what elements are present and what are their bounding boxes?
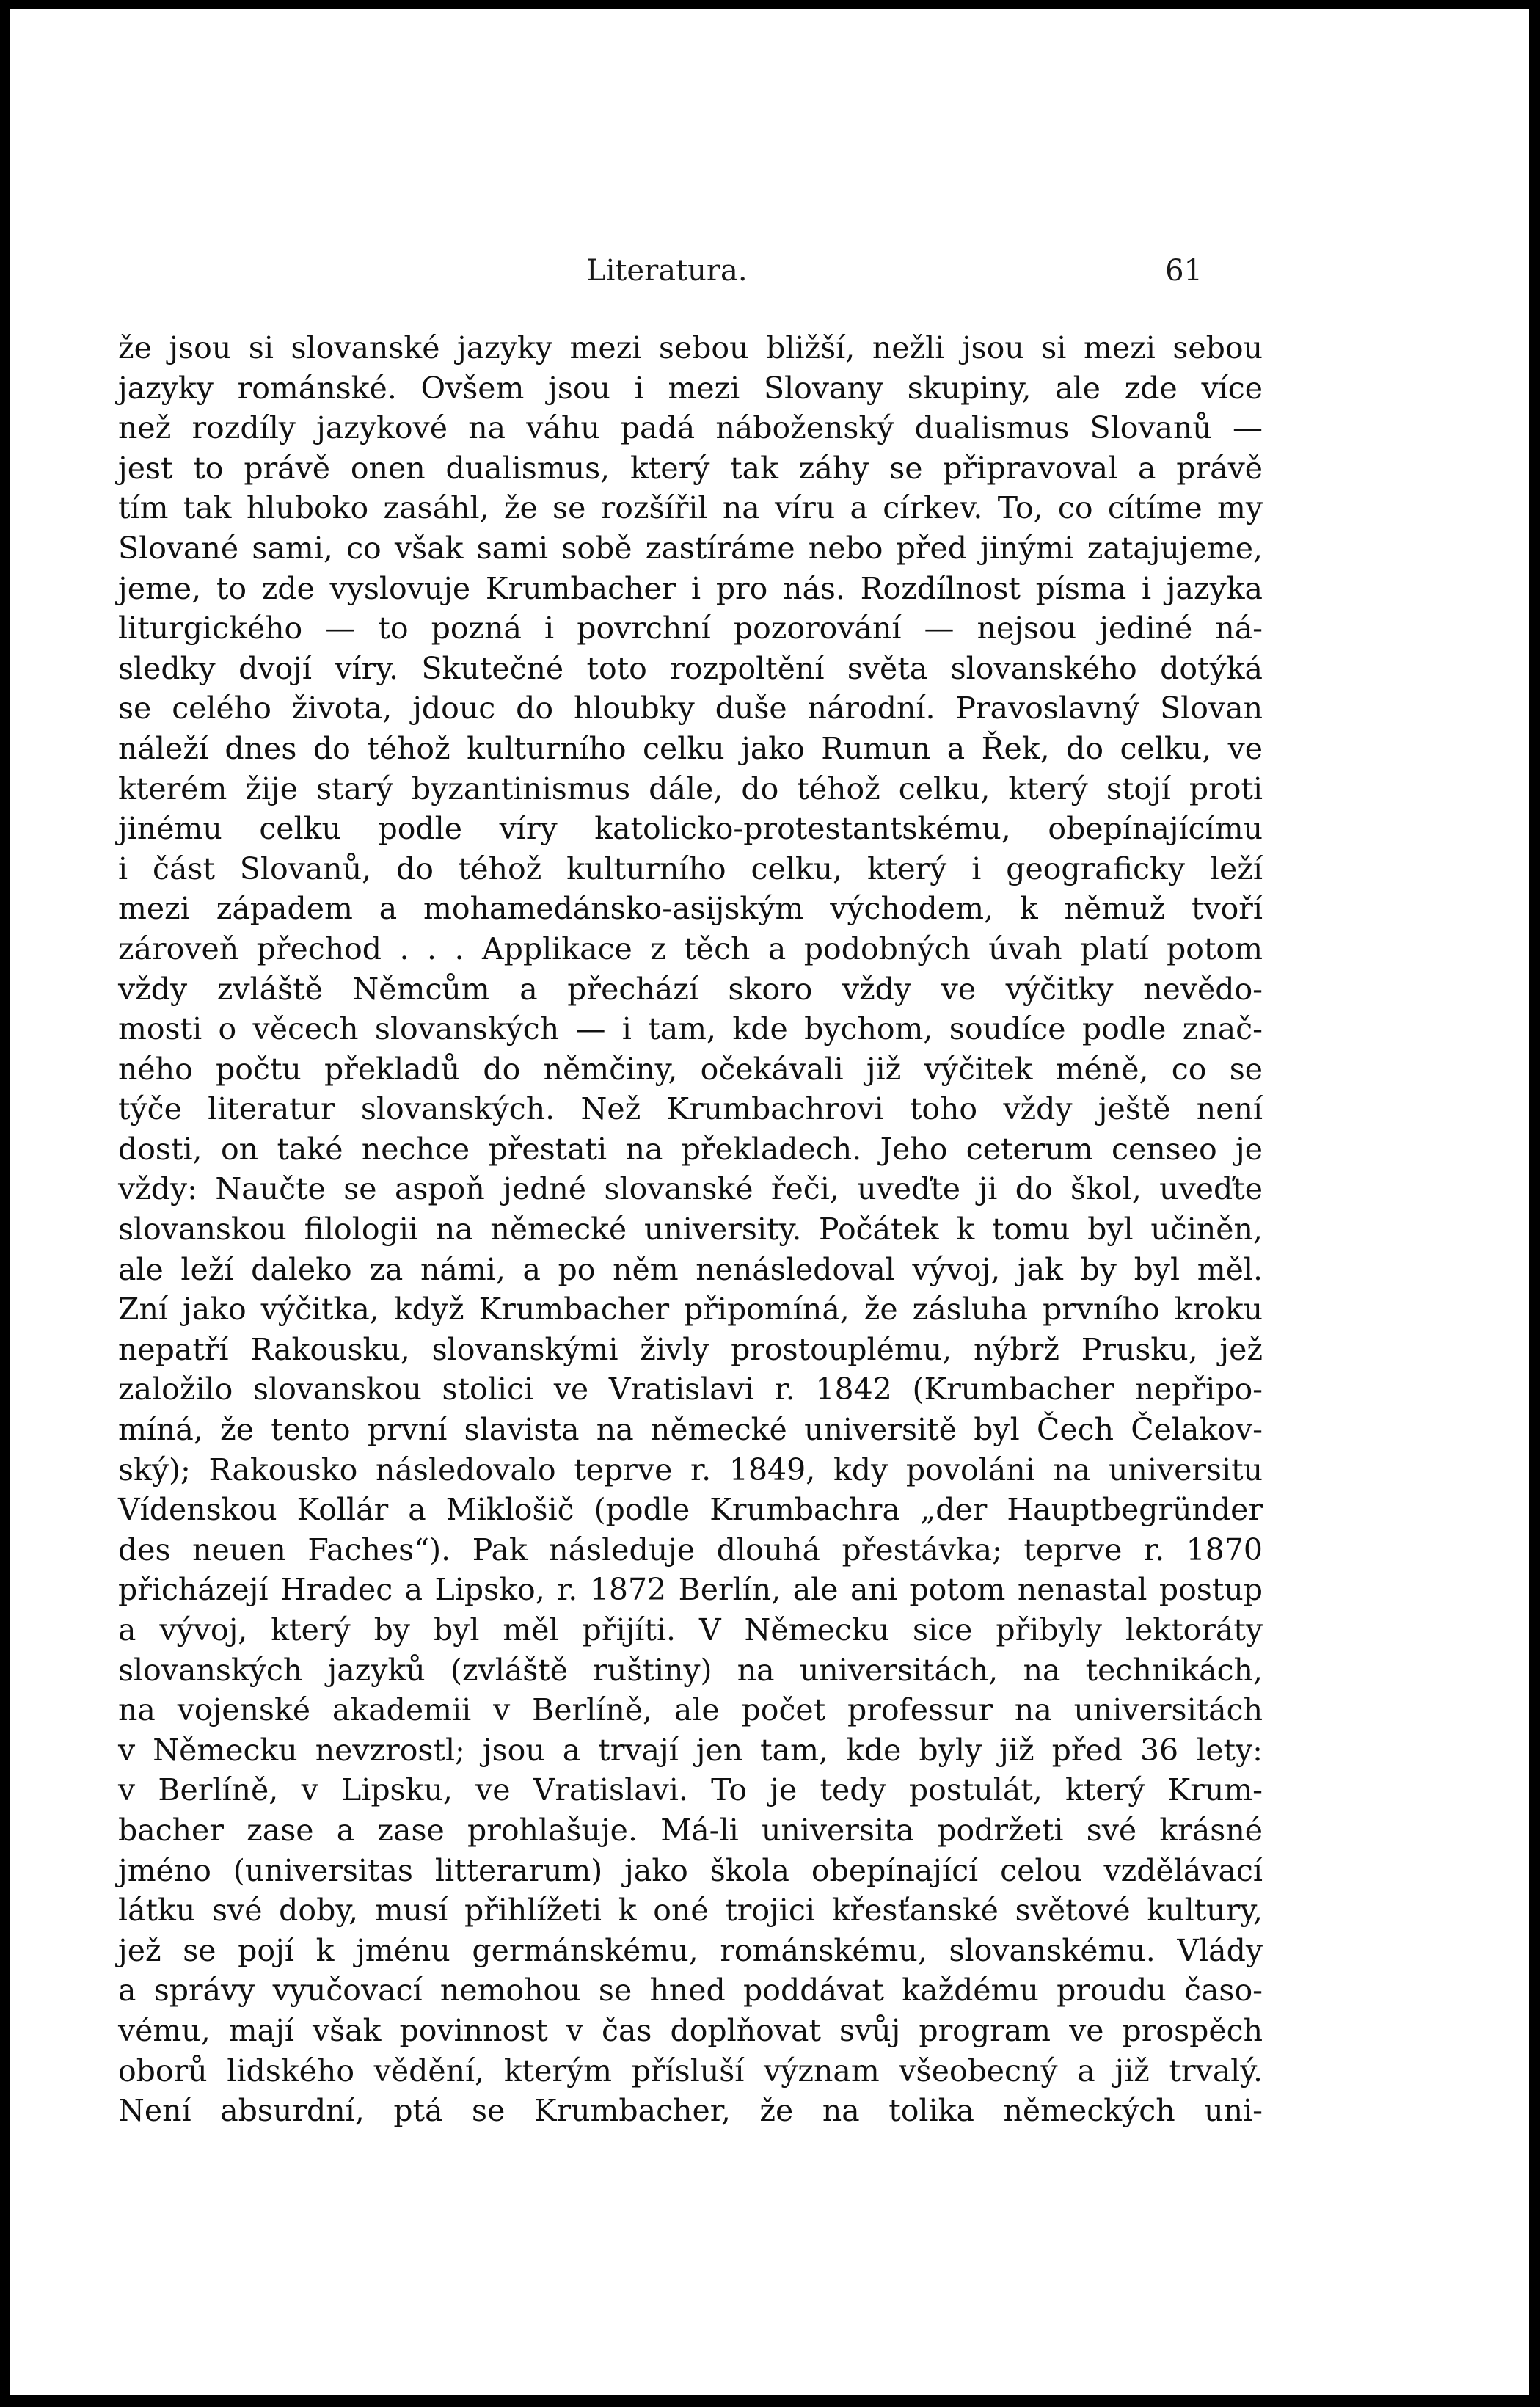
text-line: dosti, on také nechce přestati na překladech. Jeho ceterum censeo je xyxy=(118,1131,1263,1167)
text-line: sledky dvojí víry. Skutečné toto rozpoltění světa slovanského dotýká xyxy=(118,650,1263,686)
text-line: i část Slovanů, do téhož kulturního celku, který i geograficky leží xyxy=(118,851,1263,886)
text-line: jinému celku podle víry katolicko-protestantskému, obepínajícímu xyxy=(118,811,1263,847)
text-line: jméno (universitas litterarum) jako škola obepínající celou vzdělávací xyxy=(118,1852,1263,1888)
text-line: míná, že tento první slavista na německé universitě byl Čech Čelakov- xyxy=(118,1412,1263,1448)
text-line: Vídenskou Kollár a Miklošič (podle Krumbachra „der Hauptbegründer xyxy=(118,1492,1263,1528)
text-line: týče literatur slovanských. Než Krumbachrovi toho vždy ještě není xyxy=(118,1091,1263,1127)
text-line: a vývoj, který by byl měl přijíti. V Německu sice přibyly lektoráty xyxy=(118,1612,1263,1647)
text-line: v Berlíně, v Lipsku, ve Vratislavi. To je tedy postulát, který Krum- xyxy=(118,1772,1263,1808)
text-line: jeme, to zde vyslovuje Krumbacher i pro nás. Rozdílnost písma i jazyka xyxy=(118,570,1263,606)
text-line: liturgického — to pozná i povrchní pozorování — nejsou jediné ná- xyxy=(118,611,1263,647)
text-line: vždy zvláště Němcům a přechází skoro vždy ve výčitky nevědo- xyxy=(118,971,1263,1007)
text-line: látku své doby, musí přihlížeti k oné trojici křesťanské světové kultury, xyxy=(118,1893,1263,1929)
text-line: v Německu nevzrostl; jsou a trvají jen tam, kde byly již před 36 lety: xyxy=(118,1732,1263,1768)
text-line: na vojenské akademii v Berlíně, ale počet professur na universitách xyxy=(118,1692,1263,1728)
page-number: 61 xyxy=(1165,254,1203,288)
text-line: des neuen Faches“). Pak následuje dlouhá přestávka; teprve r. 1870 xyxy=(118,1532,1263,1567)
text-line: že jsou si slovanské jazyky mezi sebou bližší, nežli jsou si mezi sebou xyxy=(118,330,1263,365)
text-line: jazyky románské. Ovšem jsou i mezi Slovany skupiny, ale zde více xyxy=(118,370,1263,406)
text-line: kterém žije starý byzantinismus dále, do téhož celku, který stojí proti xyxy=(118,771,1263,806)
text-line: vždy: Naučte se aspoň jedné slovanské řeči, uveďte ji do škol, uveďte xyxy=(118,1171,1263,1207)
text-line: a správy vyučovací nemohou se hned poddávat každému proudu časo- xyxy=(118,1973,1263,2009)
text-line: slovanskou filologii na německé university. Počátek k tomu byl učiněn, xyxy=(118,1212,1263,1248)
text-line: bacher zase a zase prohlašuje. Má-li universita podržeti své krásné xyxy=(118,1812,1263,1848)
text-line: založilo slovanskou stolici ve Vratislavi r. 1842 (Krumbacher nepřipo- xyxy=(118,1372,1263,1408)
text-line: tím tak hluboko zasáhl, že se rozšířil na víru a církev. To, co cítíme my xyxy=(118,490,1263,526)
text-line: se celého života, jdouc do hloubky duše národní. Pravoslavný Slovan xyxy=(118,691,1263,727)
text-line: Slované sami, co však sami sobě zastíráme nebo před jinými zatajujeme, xyxy=(118,530,1263,566)
text-line: ale leží daleko za námi, a po něm nenásledoval vývoj, jak by byl měl. xyxy=(118,1251,1263,1287)
book-page xyxy=(10,9,1529,2395)
text-line: Není absurdní, ptá se Krumbacher, že na tolika německých uni- xyxy=(118,2093,1263,2129)
text-line: náleží dnes do téhož kulturního celku jako Rumun a Řek, do celku, ve xyxy=(118,730,1263,766)
text-line: mezi západem a mohamedánsko-asijským východem, k němuž tvoří xyxy=(118,891,1263,927)
text-line: oborů lidského vědění, kterým přísluší význam všeobecný a již trvalý. xyxy=(118,2053,1263,2089)
text-line: ský); Rakousko následovalo teprve r. 1849, kdy povoláni na universitu xyxy=(118,1452,1263,1487)
text-line: než rozdíly jazykové na váhu padá náboženský dualismus Slovanů — xyxy=(118,410,1263,446)
body-text xyxy=(118,328,1263,2131)
text-line: jež se pojí k jménu germánskému, románskému, slovanskému. Vlády xyxy=(118,1932,1263,1968)
text-line: mosti o věcech slovanských — i tam, kde bychom, soudíce podle znač- xyxy=(118,1011,1263,1047)
text-line: slovanských jazyků (zvláště ruštiny) na universitách, na technikách, xyxy=(118,1652,1263,1688)
text-line: vému, mají však povinnost v čas doplňovat svůj program ve prospěch xyxy=(118,2012,1263,2048)
text-line: Zní jako výčitka, když Krumbacher připomíná, že zásluha prvního kroku xyxy=(118,1292,1263,1328)
text-line: zároveň přechod . . . Applikace z těch a podobných úvah platí potom xyxy=(118,931,1263,966)
page-header xyxy=(586,249,1203,293)
text-line: jest to právě onen dualismus, který tak záhy se připravoval a právě xyxy=(118,450,1263,486)
text-line: nepatří Rakousku, slovanskými živly prostouplému, nýbrž Prusku, jež xyxy=(118,1331,1263,1367)
running-title: Literatura. xyxy=(586,254,748,288)
text-line: přicházejí Hradec a Lipsko, r. 1872 Berlín, ale ani potom nenastal postup xyxy=(118,1572,1263,1608)
text-line: ného počtu překladů do němčiny, očekávali již výčitek méně, co se xyxy=(118,1051,1263,1087)
